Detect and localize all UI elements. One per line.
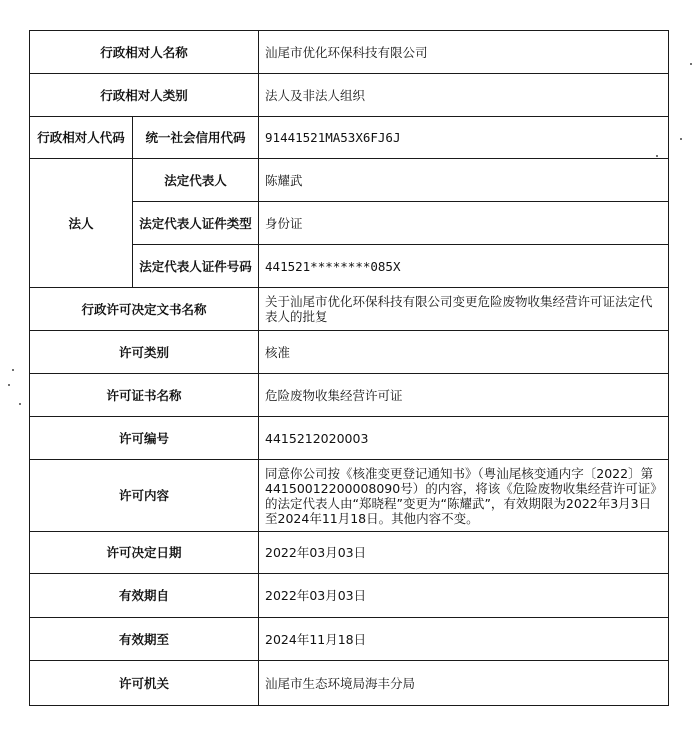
credit-code-label: 统一社会信用代码 (133, 117, 259, 159)
row-party-type (30, 74, 669, 117)
id-type-value: 身份证 (259, 202, 669, 245)
id-number-label: 法定代表人证件号码 (133, 245, 259, 288)
row-permit-content (30, 460, 669, 532)
party-name-label: 行政相对人名称 (30, 31, 259, 74)
row-valid-from (30, 574, 669, 618)
decision-date-value: 2022年03月03日 (259, 532, 669, 574)
row-party-code (30, 117, 669, 159)
scan-speck (8, 384, 10, 386)
valid-to-label: 有效期至 (30, 618, 259, 661)
credit-code-value: 91441521MA53X6FJ6J (259, 117, 669, 159)
certificate-name-label: 许可证书名称 (30, 374, 259, 417)
row-decision-date (30, 532, 669, 574)
permit-category-label: 许可类别 (30, 331, 259, 374)
row-permit-category (30, 331, 669, 374)
scan-speck (690, 63, 692, 65)
row-party-name (30, 31, 669, 74)
valid-to-value: 2024年11月18日 (259, 618, 669, 661)
scan-speck (12, 369, 14, 371)
row-permit-number (30, 417, 669, 460)
row-certificate-name (30, 374, 669, 417)
decision-date-label: 许可决定日期 (30, 532, 259, 574)
row-decision-doc (30, 288, 669, 331)
permit-content-label: 许可内容 (30, 460, 259, 532)
row-authority (30, 661, 669, 706)
row-valid-to (30, 618, 669, 661)
permit-number-label: 许可编号 (30, 417, 259, 460)
scan-speck (19, 403, 21, 405)
party-code-label: 行政相对人代码 (30, 117, 133, 159)
party-name-value: 汕尾市优化环保科技有限公司 (259, 31, 669, 74)
legal-person-label: 法人 (30, 159, 133, 288)
certificate-name-value: 危险废物收集经营许可证 (259, 374, 669, 417)
valid-from-label: 有效期自 (30, 574, 259, 618)
permit-info-table (29, 30, 669, 706)
decision-doc-label: 行政许可决定文书名称 (30, 288, 259, 331)
scan-speck (656, 155, 658, 157)
representative-label: 法定代表人 (133, 159, 259, 202)
permit-number-value: 4415212020003 (259, 417, 669, 460)
valid-from-value: 2022年03月03日 (259, 574, 669, 618)
party-type-value: 法人及非法人组织 (259, 74, 669, 117)
decision-doc-value: 关于汕尾市优化环保科技有限公司变更危险废物收集经营许可证法定代表人的批复 (259, 288, 669, 331)
row-legal-representative (30, 159, 669, 202)
authority-label: 许可机关 (30, 661, 259, 706)
permit-content-value: 同意你公司按《核准变更登记通知书》（粤汕尾核变通内字〔2022〕第44150012200008090号）的内容，将该《危险废物收集经营许可证》的法定代表人由“郑晓程”变更为“陈耀武”，有效期限为2022年3月3日至2024年11月18日。其他内容不变。 (259, 460, 669, 532)
authority-value: 汕尾市生态环境局海丰分局 (259, 661, 669, 706)
representative-value: 陈耀武 (259, 159, 669, 202)
scan-speck (680, 138, 682, 140)
party-type-label: 行政相对人类别 (30, 74, 259, 117)
id-type-label: 法定代表人证件类型 (133, 202, 259, 245)
permit-category-value: 核准 (259, 331, 669, 374)
id-number-value: 441521********085X (259, 245, 669, 288)
